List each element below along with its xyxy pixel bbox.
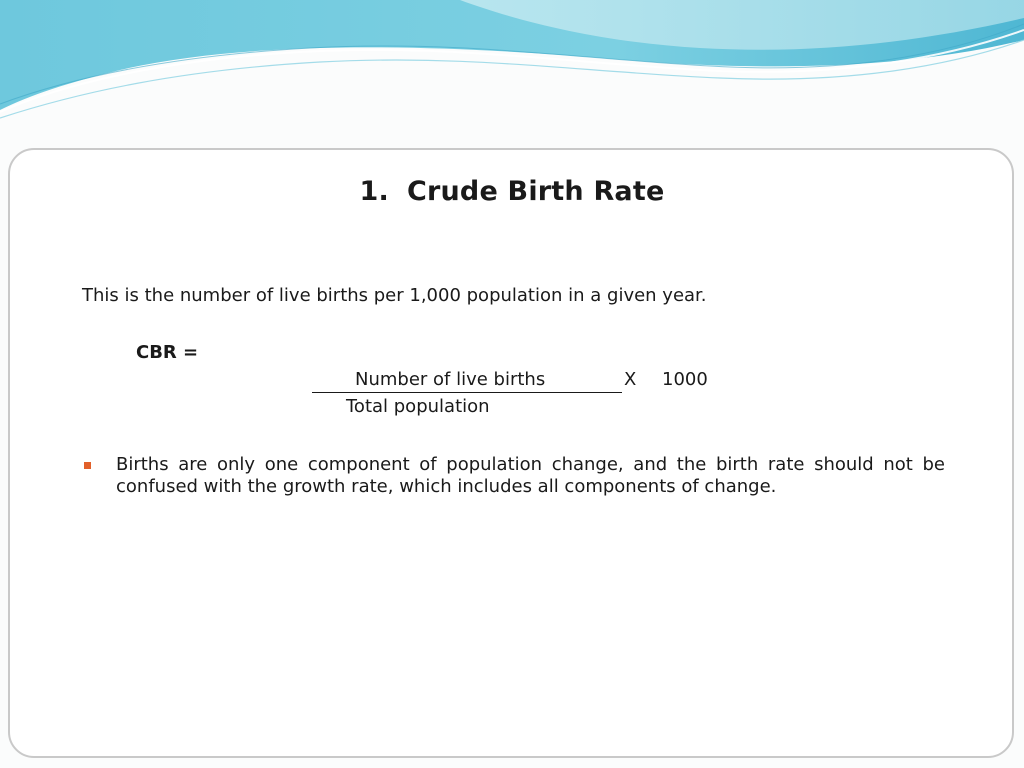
formula-numerator [312,369,622,393]
formula-label-text: CBR = [136,342,199,363]
formula-label [136,342,198,363]
formula-numerator-text: Number of live births [355,369,546,390]
formula-denominator: Total population [346,396,490,417]
header-wave-decoration [0,0,1024,140]
content-panel [8,148,1014,758]
formula-operator: X [624,369,637,390]
bullet-text: Births are only one component of population change, and the birth rate should not be confused with the growth rate, which includes all components of change. [116,454,945,497]
definition-text: This is the number of live births per 1,000 population in a given year. [82,285,707,306]
bullet-marker [84,462,91,469]
slide-title [0,176,1024,207]
title-text: Crude Birth Rate [406,176,665,207]
title-number: 1. [359,176,389,207]
formula-multiplier: 1000 [662,369,708,390]
